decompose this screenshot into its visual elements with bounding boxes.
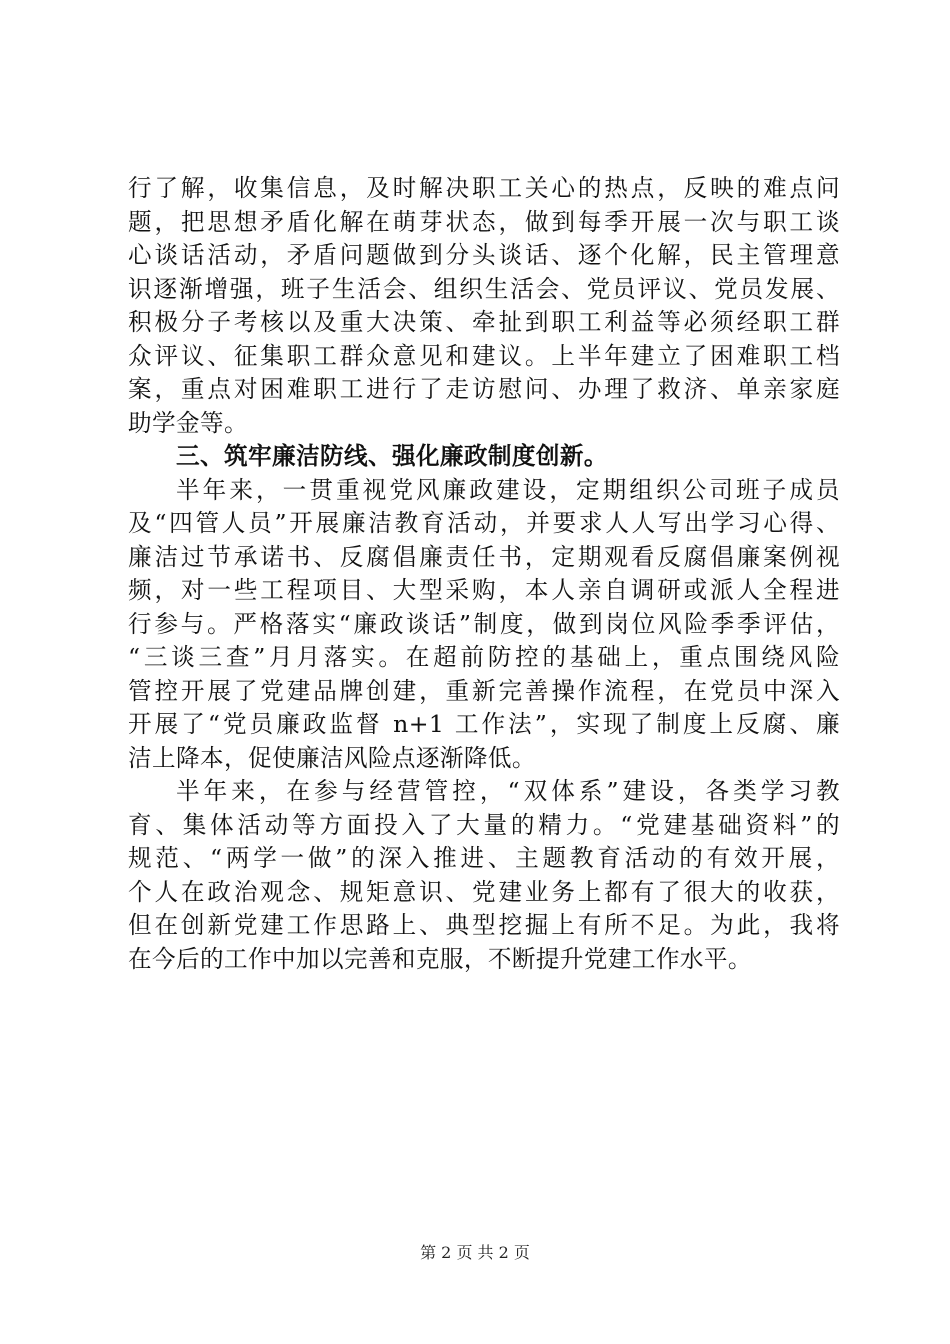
text-line: 题，把思想矛盾化解在萌芽状态，做到每季开展一次与职工谈 <box>128 207 840 236</box>
text-line: 个人在政治观念、规矩意识、党建业务上都有了很大的收获， <box>128 877 840 906</box>
text-line: 众评议、征集职工群众意见和建议。上半年建立了困难职工档 <box>128 341 840 370</box>
text-line: 规范、“两学一做”的深入推进、主题教育活动的有效开展， <box>128 844 840 872</box>
text-line: 管控开展了党建品牌创建，重新完善操作流程，在党员中深入 <box>128 676 840 705</box>
text-line: 开展了“党员廉政监督 n+1 工作法”，实现了制度上反腐、廉 <box>128 710 840 738</box>
text-line: 洁上降本，促使廉洁风险点逐渐降低。 <box>128 743 536 772</box>
paragraph-first-line: 半年来，一贯重视党风廉政建设，定期组织公司班子成员 <box>176 475 840 504</box>
text-line: 行了解，收集信息，及时解决职工关心的热点，反映的难点问 <box>128 174 840 202</box>
text-line: 廉洁过节承诺书、反腐倡廉责任书，定期观看反腐倡廉案例视 <box>128 542 840 571</box>
page-footer: 第 2 页 共 2 页 <box>420 1243 530 1262</box>
text-line: 识逐渐增强，班子生活会、组织生活会、党员评议、党员发展、 <box>128 274 840 303</box>
text-line: 心谈话活动，矛盾问题做到分头谈话、逐个化解，民主管理意 <box>128 241 840 269</box>
text-line: 但在创新党建工作思路上、典型挖掘上有所不足。为此，我将 <box>128 911 840 939</box>
text-line: 积极分子考核以及重大决策、牵扯到职工利益等必须经职工群 <box>128 308 840 336</box>
text-line: 案，重点对困难职工进行了走访慰问、办理了救济、单亲家庭 <box>128 375 840 403</box>
paragraph-first-line: 半年来，在参与经营管控，“双体系”建设，各类学习教 <box>176 777 840 805</box>
document-body <box>128 172 840 976</box>
section-heading: 三、筑牢廉洁防线、强化廉政制度创新。 <box>176 442 608 470</box>
text-line: 在今后的工作中加以完善和克服，不断提升党建工作水平。 <box>128 944 752 973</box>
text-line: 行参与。严格落实“廉政谈话”制度，做到岗位风险季季评估， <box>128 609 840 638</box>
text-line: 助学金等。 <box>128 408 248 437</box>
text-line: 及“四管人员”开展廉洁教育活动，并要求人人写出学习心得、 <box>128 509 840 537</box>
text-line: 频，对一些工程项目、大型采购，本人亲自调研或派人全程进 <box>128 576 840 604</box>
text-line: “三谈三查”月月落实。在超前防控的基础上，重点围绕风险 <box>128 643 840 671</box>
text-line: 育、集体活动等方面投入了大量的精力。“党建基础资料”的 <box>128 810 840 839</box>
